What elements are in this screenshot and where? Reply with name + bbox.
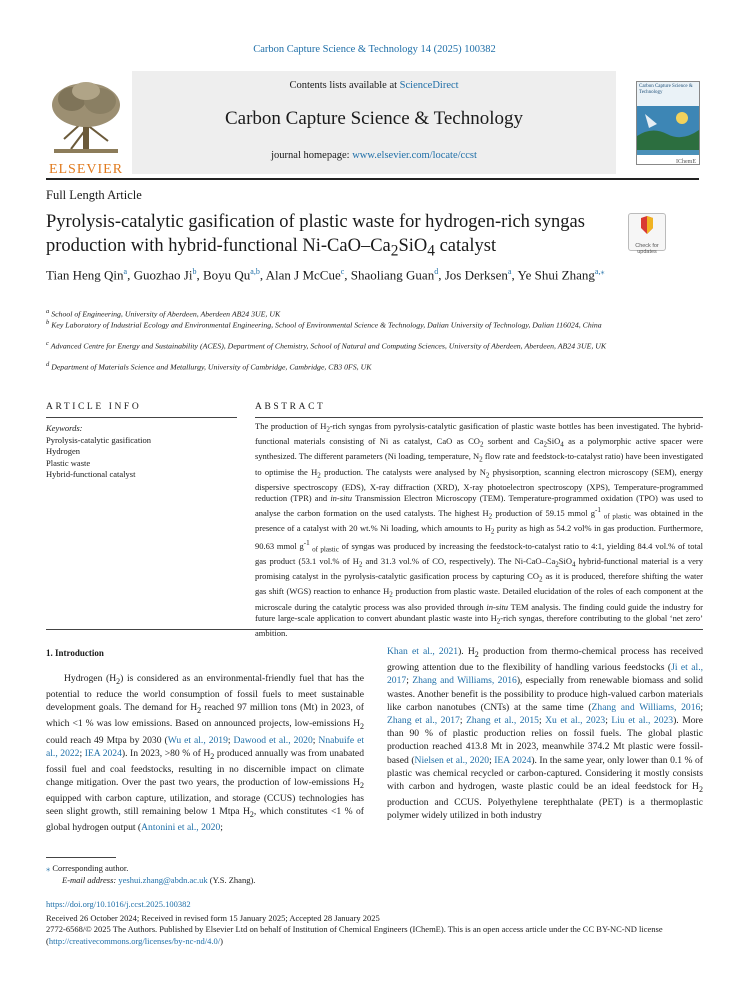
text-run: ; (605, 714, 612, 726)
subscript: 2 (197, 706, 202, 716)
article-info-heading: ARTICLE INFO (46, 402, 142, 412)
citation-link[interactable]: Khan et al., 2021 (387, 646, 459, 657)
keywords-label: Keywords: (46, 423, 83, 433)
subscript: of plastic (600, 512, 631, 521)
author-name[interactable]: Ye Shui Zhang (517, 267, 595, 283)
text-run: production and CCUS. Polyethylene terephthalate (PET) is a thermoplastic polymer widely utilized in both industry (387, 797, 703, 822)
citation-link[interactable]: Zhang et al., 2017 (387, 714, 460, 726)
citation-link[interactable]: Ji et al., 2017 (387, 662, 703, 687)
abstract-heading: ABSTRACT (255, 402, 326, 412)
text-run: Transmission Electron Microscopy (TEM). Temperature-programmed oxidation (TPO) was used to analyse the carbon formation on the used catalysts. The highest H (255, 493, 703, 518)
text-run: production of 59.15 mmol g (492, 507, 596, 518)
text-run: ; (538, 714, 546, 726)
text-run: hybrid-functional material is a very promising catalyst in the pyrolysis-catalytic gasification process by capturing CO (255, 555, 704, 582)
affiliation-c: $^c$ Advanced Centre for Energy and Sustainability (ACES), Department of Chemistry, School of Natural and Computing Sciences, University of Aberdeen, Aberdeen, AB24 3UE, UK (46, 340, 607, 351)
received-dates: Received 26 October 2024; Received in revised form 15 January 2025; Accepted 28 January 2025 (46, 912, 380, 923)
text-run: ; (489, 754, 495, 766)
check-updates-label: Check for updates (635, 243, 659, 255)
text-run: ). In the same year, only lower than 0.1 % of plastic was chemical recycled or carbon-captured. Considering it mostly consists with carbon and hydrogen, waste plastic could be an ideal feedstock for H (387, 754, 703, 792)
check-for-updates-button[interactable] (628, 213, 666, 255)
text-run: physisorption, scanning electron microscopy (SEM), energy dispersive spectroscopy (EDS), X-ray diffraction (XRD), X-ray photoelectron spectroscopy (XPS), Temperature-programmed reduction (TPR) and (255, 466, 703, 504)
citation-link[interactable]: Zhang et al., 2015 (466, 714, 539, 726)
abstract-bottom-rule (46, 629, 703, 630)
cover-title: Carbon Capture Science & Technology (637, 82, 699, 106)
citation-link[interactable]: Dawood et al., 2020 (233, 734, 313, 746)
citation-link[interactable]: IEA 2024 (494, 754, 532, 766)
subscript: of plastic (309, 545, 339, 554)
subscript: 2 (543, 440, 547, 449)
text-run: ; (227, 734, 234, 746)
subscript: 4 (560, 440, 564, 449)
italic-text: in-situ (330, 493, 353, 504)
text-run: flow rate and feedstock-to-catalyst ratio) have been investigated to optimise the H (255, 451, 703, 477)
subscript: 2 (249, 810, 254, 820)
author-name[interactable]: Boyu Qu (202, 267, 251, 283)
title-line-2: production with hybrid-functional $Ni-CaO-Ca_2SiO_4$ catalyst (46, 236, 497, 260)
elsevier-tree-icon (46, 79, 126, 157)
subscript: 2 (210, 751, 215, 761)
citation-link[interactable]: IEA 2024 (84, 747, 122, 759)
text-run: as a polymorphic active spacer were synthesized. The different parameters (Ni loading, temperature, N (255, 436, 703, 462)
author-name[interactable]: Tian Heng Qin (46, 267, 124, 283)
subscript: 2 (496, 617, 501, 626)
text-run: ; (700, 701, 703, 713)
journal-homepage-link[interactable]: www.elsevier.com/locate/ccst (352, 150, 477, 161)
subscript: 2 (488, 512, 493, 521)
subscript: 2 (485, 471, 490, 480)
article-metadata (46, 899, 696, 947)
text-run: production. The catalysts were analysed by N (320, 466, 486, 477)
email-link[interactable]: yeshui.zhang@abdn.ac.uk (118, 875, 208, 885)
subscript: 2 (317, 471, 321, 480)
keywords-block (46, 423, 151, 481)
citation-link[interactable]: Zhang and Williams, 2016 (412, 675, 517, 687)
abstract-rule (255, 417, 703, 418)
journal-title: Carbon Capture Science & Technology (224, 108, 524, 129)
subscript: 2 (116, 676, 121, 686)
author-name[interactable]: Jos Derksen (444, 267, 508, 283)
section-heading-introduction: 1. Introduction (46, 648, 104, 658)
article-title (46, 210, 606, 264)
subscript: 2 (490, 527, 495, 536)
subscript: 2 (326, 425, 330, 434)
text-run: ). More than 90 % of plastic production relies on fossil fuels. The global plastic production reached 413.8 Mt in 2023, meanwhile 374.2 Mt plastic were fossil-based ( (387, 714, 703, 766)
introduction-column-1 (46, 672, 364, 835)
text-run: ), especially from renewable biomass and solid wastes. Another benefit is the possibility to produce high-valued carbon materials like carbon nanotubes (CNTs) at the same time ( (387, 675, 703, 713)
text-run: SiO (558, 555, 573, 566)
introduction-column-2 (387, 645, 703, 822)
text-run: of syngas was produced by increasing the feedstock-to-catalyst ratio to 4:1, yielding 84.4 vol.% of total gas product (53.1 vol.% of H (255, 540, 703, 566)
superscript: -1 (595, 505, 601, 514)
cover-badge: IChemE (637, 155, 699, 165)
journal-cover-thumbnail[interactable] (636, 81, 700, 165)
affiliation-b: $^b$ Key Laboratory of Industrial Ecology and Environmental Engineering, School of Environmental Science & Technology, Dalian University of Technology, Dalian 116024, China (46, 319, 602, 330)
check-updates-icon (629, 214, 665, 238)
sciencedirect-link[interactable]: ScienceDirect (399, 80, 459, 91)
citation-link[interactable]: Nielsen et al., 2020 (414, 754, 490, 766)
text-run: TEM analysis. The finding could guide the industry for future large-scale application to convert abundant plastic waste into H (255, 601, 703, 624)
text-run: Hydrogen (H (64, 673, 117, 684)
keyword: Hybrid-functional catalyst (46, 469, 136, 479)
footnote-rule (46, 857, 116, 858)
text-run: and 31.3 vol.% of CO, respectively). The Ni-CaO–Ca (362, 555, 556, 566)
corresponding-author-note: ⁎ Corresponding author. (46, 863, 129, 873)
elsevier-wordmark: ELSEVIER (48, 162, 124, 177)
elsevier-logo[interactable] (46, 79, 126, 177)
author-name[interactable]: Guozhao Ji (133, 267, 193, 283)
text-run: was obtained in the presence of a catalyst with 20 wt.% Ni loading, which amounts to H (255, 507, 704, 533)
license-link[interactable]: http://creativecommons.org/licenses/by-nc-nd/4.0/ (48, 935, 221, 946)
keyword: Pyrolysis-catalytic gasification (46, 434, 152, 445)
license-statement: 2772-6568/© 2025 The Authors. Published by Elsevier Ltd on behalf of Institution of Chemical Engineers (IChemE). This is an open access article under the CC BY-NC-ND license (http://creativecommons.org/licenses/by-nc-nd/4.0/) (46, 924, 663, 946)
running-header[interactable]: Carbon Capture Science & Technology 14 (2025) 100382 (253, 44, 496, 55)
subscript: 2 (360, 722, 364, 732)
keyword: Plastic waste (46, 457, 91, 468)
journal-masthead (46, 71, 699, 177)
citation-link[interactable]: Xu et al., 2023 (545, 714, 606, 726)
doi-link[interactable]: https://doi.org/10.1016/j.ccst.2025.100382 (46, 899, 191, 909)
author-affiliation-marker[interactable]: b (192, 267, 197, 276)
author-affiliation-marker[interactable]: d (434, 267, 439, 276)
text-run: ; (406, 675, 413, 687)
text-run: ; (79, 747, 85, 759)
cover-graphic-icon (637, 106, 699, 150)
author-affiliation-marker[interactable]: c (340, 267, 345, 276)
subscript: 2 (539, 575, 543, 584)
subscript: 2 (474, 649, 479, 659)
citation-link[interactable]: Antonini et al., 2020 (141, 822, 221, 834)
affiliation-d: $^d$ Department of Materials Science and Metallurgy, University of Cambridge, Cambridge, CB3 0FS, UK (46, 361, 372, 372)
subscript: 2 (555, 560, 559, 569)
author-name[interactable]: Shaoliang Guan (350, 267, 435, 283)
text-run: production from plastic waste. Detailed elucidation of the roles of each component at the microscale during the catalytic process was also provided through (255, 586, 703, 612)
journal-homepage: journal homepage: www.elsevier.com/locate/ccst (271, 150, 477, 161)
subscript: 2 (479, 456, 483, 465)
author-list: Tian Heng Qin$^a$, Guozhao Ji$^b$, Boyu Qu$^{a,b}$, Alan J McCue$^c$, Shaoliang Guan$^d$, Jos Derksen$^a$, Ye Shui Zhang$^{a,⁎}$ (46, 267, 605, 283)
text-run: -rich syngas, therefore contributing to the global ‘net zero’ ambition. (255, 613, 703, 639)
article-info-rule (46, 417, 237, 418)
text-run: ) is considered as an environmental-friendly fuel that has the potential to reduce the world consumption of fossil fuels to meet sustainable development goals. The demand for H (46, 673, 364, 714)
email-line: E-mail address: yeshui.zhang@abdn.ac.uk (Y.S. Zhang). (62, 875, 256, 885)
subscript: 4 (572, 560, 576, 569)
masthead-rule (46, 178, 699, 180)
text-run: equipped with carbon capture, utilization, and storage (CCUS) technologies has seen slight growth, still remaining below 1 Mtpa H (46, 793, 364, 818)
subscript: 2 (699, 784, 703, 794)
citation-link[interactable]: Liu et al., 2023 (611, 714, 674, 726)
text-run: purity as high as 54.2 vol% in gas production. Furthermore, 90.63 mmol g (255, 522, 703, 551)
text-run: ; (220, 822, 223, 834)
text-run: could reach 49 Mtpa by 2030 ( (46, 734, 168, 746)
citation-link[interactable]: Nnabuife et al., 2022 (46, 734, 364, 759)
text-run: as it is produced, therefore shifting the water gas shift (WGS) reaction to enhance H (255, 571, 703, 597)
citation-link[interactable]: Zhang and Williams, 2016 (591, 701, 701, 713)
text-run: ; (312, 734, 319, 746)
text-run: sorbent and Ca (483, 436, 544, 447)
subscript: 2 (360, 780, 364, 790)
text-run: , which constitutes <1 % of global hydrogen output ( (46, 806, 364, 834)
text-run: ). In 2023, >80 % of H (121, 747, 211, 759)
text-run: -rich syngas from pyrolysis-catalytic gasification of plastic waste bottles has been investigated. The hybrid-functional materials consisting of Ni as catalyst, CaO as CO (255, 421, 703, 447)
subscript: 2 (479, 440, 484, 449)
affiliation-a: $^a$ School of Engineering, University of Aberdeen, Aberdeen AB24 3UE, UK (46, 308, 281, 319)
text-run: production from thermo-chemical process has received growing attention due to the flexibility of handling various feedstocks ( (387, 646, 703, 674)
text-run: ; (459, 714, 467, 726)
author-affiliation-marker[interactable]: a,⁎ (594, 267, 605, 276)
subscript: 2 (358, 560, 363, 569)
author-name[interactable]: Alan J McCue (265, 267, 341, 283)
author-affiliation-marker[interactable]: a (123, 267, 128, 276)
footnote (46, 862, 255, 886)
citation-link[interactable]: Wu et al., 2019 (167, 734, 228, 746)
text-run: produced annually was from unabated fossil fuel and coal feedstocks, resulting in no discernible impact on climate change mitigation. Over the past two years, the production of low-emissions H (46, 747, 364, 789)
title-line-1: Pyrolysis-catalytic gasification of plastic waste for hydrogen-rich syngas (46, 212, 585, 232)
text-run: reached 97 million tons (Mt) in 2023, of which <1 % was low emissions. Based on announced projects, low-emissions H (46, 702, 364, 730)
text-run: SiO (546, 436, 561, 447)
subscript: 2 (389, 591, 393, 600)
journal-banner (132, 71, 616, 174)
superscript: -1 (303, 538, 310, 547)
keyword: Hydrogen (46, 446, 80, 456)
author-affiliation-marker[interactable]: a,b (250, 267, 260, 276)
text-run: The production of H (255, 421, 327, 431)
article-type: Full Length Article (46, 188, 142, 202)
italic-text: in-situ (486, 601, 509, 612)
author-affiliation-marker[interactable]: a (507, 267, 512, 276)
contents-line: Contents lists available at ScienceDirect (289, 80, 459, 91)
text-run: ). H (458, 646, 475, 657)
abstract-text (255, 421, 703, 640)
